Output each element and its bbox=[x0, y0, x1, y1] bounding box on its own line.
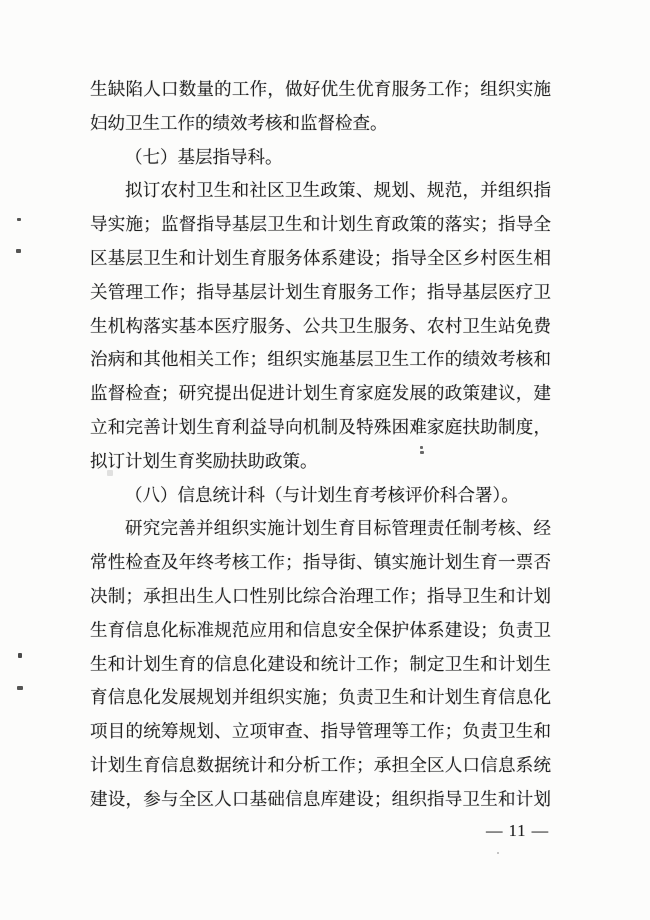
text-line: 治病和其他相关工作；组织实施基层卫生工作的绩效考核和 bbox=[90, 349, 551, 370]
text-line: 妇幼卫生工作的绩效考核和监督检查。 bbox=[90, 112, 388, 133]
text-line: 监督检查；研究提出促进计划生育家庭发展的政策建议，建 bbox=[90, 383, 551, 404]
text-line: 导实施；监督指导基层卫生和计划生育政策的落实；指导全 bbox=[90, 214, 551, 235]
text-line: 拟订农村卫生和社区卫生政策、规划、规范，并组织指 bbox=[125, 180, 551, 201]
scan-speck bbox=[17, 686, 23, 690]
text-line: 育信息化发展规划并组织实施；负责卫生和计划生育信息化 bbox=[90, 687, 551, 708]
scan-speck bbox=[17, 218, 21, 221]
text-line: 生机构落实基本医疗服务、公共卫生服务、农村卫生站免费 bbox=[90, 315, 551, 336]
text-line: 常性检查及年终考核工作；指导街、镇实施计划生育一票否 bbox=[90, 552, 551, 573]
text-line: 生育信息化标准规范应用和信息安全保护体系建设；负责卫 bbox=[90, 619, 551, 640]
text-line: 立和完善计划生育利益导向机制及特殊困难家庭扶助制度， bbox=[90, 416, 551, 437]
text-line: 区基层卫生和计划生育服务体系建设；指导全区乡村医生相 bbox=[90, 247, 551, 268]
text-line: 建设，参与全区人口基础信息库建设；组织指导卫生和计划 bbox=[90, 788, 551, 809]
text-line: 计划生育信息数据统计和分析工作；承担全区人口信息系统 bbox=[90, 754, 551, 775]
text-line: 关管理工作；指导基层计划生育服务工作；指导基层医疗卫 bbox=[90, 281, 551, 302]
scan-speck bbox=[16, 249, 21, 253]
text-line: 拟订计划生育奖励扶助政策。 bbox=[90, 450, 318, 471]
document-body bbox=[90, 73, 551, 817]
scan-speck bbox=[18, 653, 22, 658]
page-number: — 11 — bbox=[486, 821, 550, 840]
scan-speck bbox=[420, 451, 424, 454]
text-line: （七）基层指导科。 bbox=[125, 146, 283, 167]
text-line: 研究完善并组织实施计划生育目标管理责任制考核、经 bbox=[125, 518, 551, 539]
text-line: 项目的统筹规划、立项审查、指导管理等工作；负责卫生和 bbox=[90, 721, 551, 742]
scan-speck bbox=[497, 852, 499, 854]
text-line: 生和计划生育的信息化建设和统计工作；制定卫生和计划生 bbox=[90, 653, 551, 674]
text-line: 生缺陷人口数量的工作，做好优生优育服务工作；组织实施 bbox=[90, 79, 551, 99]
text-line: （八）信息统计科（与计划生育考核评价科合署）。 bbox=[125, 484, 519, 505]
scan-speck bbox=[420, 446, 423, 449]
scan-speck bbox=[107, 470, 113, 476]
text-line: 决制；承担出生人口性别比综合治理工作；指导卫生和计划 bbox=[90, 585, 551, 606]
